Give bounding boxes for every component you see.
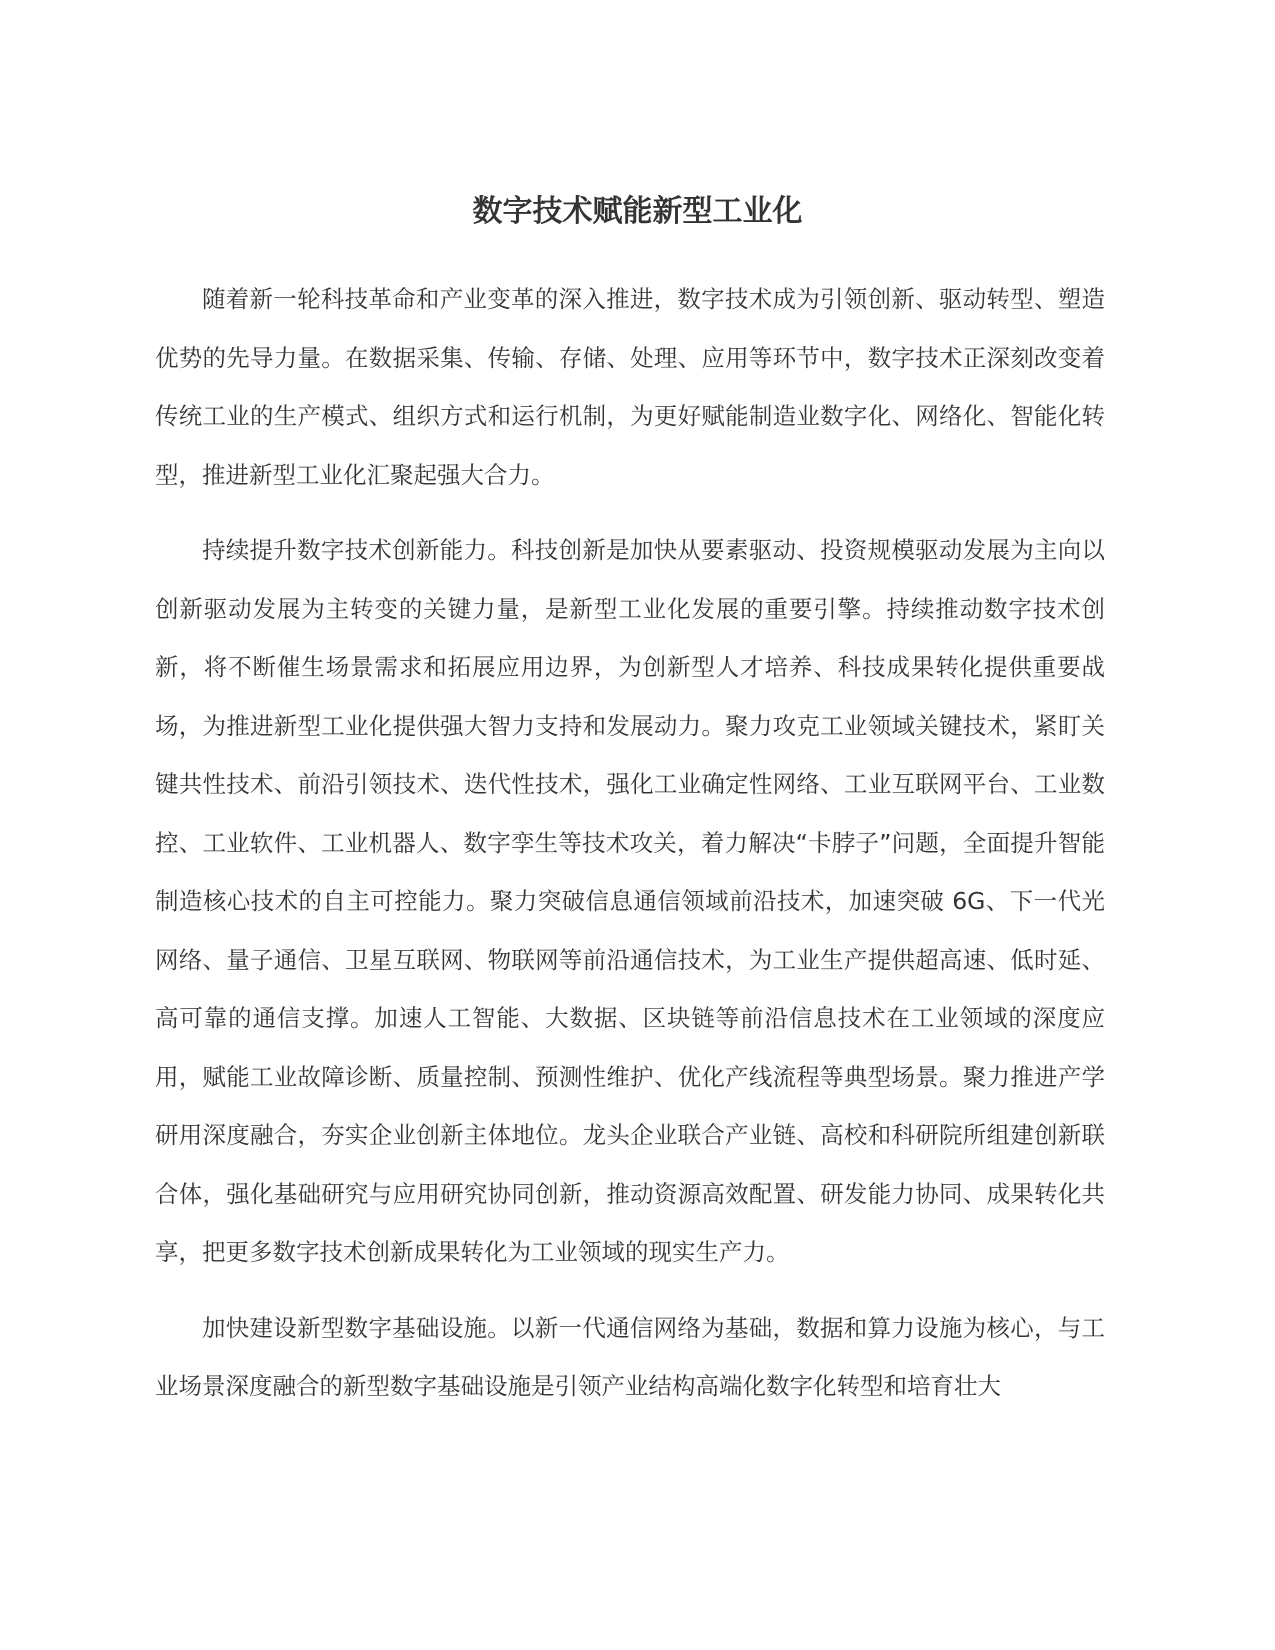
document-title: 数字技术赋能新型工业化 <box>472 194 803 229</box>
paragraph-innovation: 持续提升数字技术创新能力。科技创新是加快从要素驱动、投资规模驱动发展为主向以创新驱动发展为主转变的关键力量，是新型工业化发展的重要引擎。持续推动数字技术创新，将不断催生场景需求和拓展应用边界，为创新型人才培养、科技成果转化提供重要战场，为推进新型工业化提供强大智力支持和发展动力。聚力攻克工业领域关键技术，紧盯关键共性技术、前沿引领技术、迭代性技术，强化工业确定性网络、工业互联网平台、工业数控、工业软件、工业机器人、数字孪生等技术攻关，着力解决“卡脖子”问题，全面提升智能制造核心技术的自主可控能力。聚力突破信息通信领域前沿技术，加速突破 6G、下一代光网络、量子通信、卫星互联网、物联网等前沿通信技术，为工业生产提供超高速、低时延、高可靠的通信支撑。加速人工智能、大数据、区块链等前沿信息技术在工业领域的深度应用，赋能工业故障诊断、质量控制、预测性维护、优化产线流程等典型场景。聚力推进产学研用深度融合，夯实企业创新主体地位。龙头企业联合产业链、高校和科研院所组建创新联合体，强化基础研究与应用研究协同创新，推动资源高效配置、研发能力协同、成果转化共享，把更多数字技术创新成果转化为工业领域的现实生产力。 <box>155 536 1105 1266</box>
document-body <box>155 270 1105 1433</box>
paragraph-infrastructure: 加快建设新型数字基础设施。以新一代通信网络为基础，数据和算力设施为核心，与工业场景深度融合的新型数字基础设施是引领产业结构高端化数字化转型和培育壮大 <box>155 1313 1105 1400</box>
paragraph-intro: 随着新一轮科技革命和产业变革的深入推进，数字技术成为引领创新、驱动转型、塑造优势的先导力量。在数据采集、传输、存储、处理、应用等环节中，数字技术正深刻改变着传统工业的生产模式、组织方式和运行机制，为更好赋能制造业数字化、网络化、智能化转型，推进新型工业化汇聚起强大合力。 <box>155 285 1105 489</box>
